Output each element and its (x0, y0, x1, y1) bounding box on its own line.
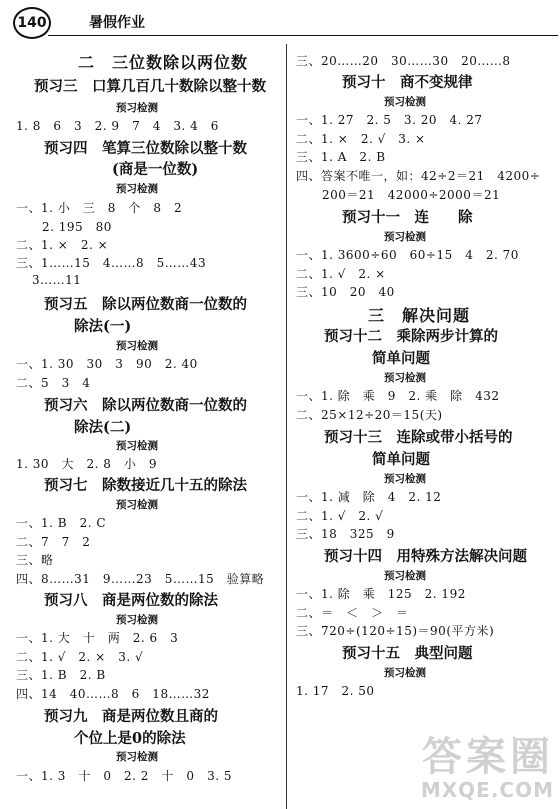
answer-line: 三、1. B 2. B (16, 668, 106, 682)
subheading: 预习检测 (384, 96, 426, 108)
answer-line: 1. 30 大 2. 8 小 9 (16, 457, 158, 471)
column-divider (286, 44, 287, 809)
section-title: 二 三位数除以两位数 (78, 53, 249, 72)
header-rule (48, 35, 558, 36)
lesson-heading: 预习三 口算几百几十数除以整十数 (34, 78, 266, 95)
lesson-heading: 预习五 除以两位数商一位数的 (44, 296, 247, 313)
answer-line: 二、1. × 2. × (16, 238, 109, 252)
answer-line: 四、14 40……8 6 18……32 (16, 687, 210, 701)
answer-line: 三、1. A 2. B (296, 150, 386, 164)
lesson-heading: 除法(一) (74, 318, 132, 335)
subheading: 预习检测 (384, 372, 426, 384)
lesson-heading: 预习十三 连除或带小括号的 (324, 429, 513, 446)
answer-line: 四、答案不唯一，如：42÷2＝21 4200÷ (296, 169, 541, 183)
page-header (0, 0, 560, 42)
lesson-heading: 预习七 除数接近几十五的除法 (44, 477, 247, 494)
answer-line: 二、1. √ 2. × 3. √ (16, 650, 144, 664)
lesson-heading: 预习六 除以两位数商一位数的 (44, 397, 247, 414)
answer-line: 一、1. B 2. C (16, 516, 107, 530)
header-title: 暑假作业 (89, 15, 145, 31)
lesson-heading: 预习十一 连 除 (342, 209, 473, 226)
answer-line: 三、1……15 4……8 5……43 (16, 256, 207, 270)
subheading: 预习检测 (384, 473, 426, 485)
answer-line: 2. 195 80 (42, 220, 112, 234)
answer-line: 一、1. 3600÷60 60÷15 4 2. 70 (296, 248, 519, 262)
answer-line: 二、1. √ 2. √ (296, 509, 384, 523)
answer-line: 一、1. 3 十 0 2. 2 十 0 3. 5 (16, 769, 232, 783)
answer-line: 三、18 325 9 (296, 527, 395, 541)
answer-line: 三、10 20 40 (296, 285, 395, 299)
answer-line: 二、7 7 2 (16, 535, 91, 549)
subheading: 预习检测 (116, 614, 158, 626)
answer-line: 三、略 (16, 553, 54, 567)
lesson-heading: 预习四 笔算三位数除以整十数 (44, 140, 247, 157)
answer-line: 四、8……31 9……23 5……15 验算略 (16, 572, 265, 586)
subheading: 预习检测 (116, 340, 158, 352)
subheading: 预习检测 (116, 440, 158, 452)
lesson-heading: (商是一位数) (112, 161, 199, 178)
answer-line: 一、1. 大 十 两 2. 6 3 (16, 631, 179, 645)
answer-line: 二、1. √ 2. × (296, 267, 386, 281)
answer-line: 一、1. 减 除 4 2. 12 (296, 490, 442, 504)
answer-line: 一、1. 除 乘 9 2. 乘 除 432 (296, 389, 500, 403)
lesson-heading: 预习十 商不变规律 (342, 74, 473, 91)
answer-line: 三、20……20 30……30 20……8 (296, 54, 511, 68)
lesson-heading: 简单问题 (372, 451, 430, 468)
lesson-heading: 预习十四 用特殊方法解决问题 (324, 548, 527, 565)
subheading: 预习检测 (384, 570, 426, 582)
answer-line: 1. 8 6 3 2. 9 7 4 3. 4 6 (16, 119, 219, 133)
lesson-heading: 简单问题 (372, 350, 430, 367)
lesson-heading: 个位上是0的除法 (74, 730, 186, 747)
answer-line: 二、＝ ＜ ＞ ＝ (296, 606, 409, 620)
subheading: 预习检测 (384, 667, 426, 679)
lesson-heading: 预习十二 乘除两步计算的 (324, 328, 498, 345)
answer-line: 一、1. 27 2. 5 3. 20 4. 27 (296, 113, 483, 127)
answer-line: 1. 17 2. 50 (296, 684, 375, 698)
lesson-heading: 预习八 商是两位数的除法 (44, 592, 218, 609)
answer-line: 一、1. 除 乘 125 2. 192 (296, 587, 466, 601)
subheading: 预习检测 (116, 102, 158, 114)
answer-line: 二、1. × 2. √ 3. × (296, 132, 426, 146)
subheading: 预习检测 (116, 183, 158, 195)
lesson-heading: 预习十五 典型问题 (342, 645, 473, 662)
lesson-heading: 预习九 商是两位数且商的 (44, 708, 218, 725)
section-title: 三 解决问题 (368, 306, 471, 325)
watermark-domain: MXQE.COM (420, 778, 554, 802)
answer-line: 二、5 3 4 (16, 376, 91, 390)
watermark-logo-text: 答案圈 (422, 734, 554, 780)
lesson-heading: 除法(二) (74, 419, 132, 436)
subheading: 预习检测 (384, 231, 426, 243)
subheading: 预习检测 (116, 751, 158, 763)
answer-line: 二、25×12÷20＝15(天) (296, 408, 443, 422)
answer-line: 200＝21 42000÷2000＝21 (322, 188, 501, 202)
answer-line: 一、1. 小 三 8 个 8 2 (16, 201, 183, 215)
answer-line: 一、1. 30 30 3 90 2. 40 (16, 357, 198, 371)
subheading: 预习检测 (116, 499, 158, 511)
answer-line: 三、720÷(120÷15)＝90(平方米) (296, 624, 495, 638)
site-watermark (386, 735, 554, 805)
page-number: 140 (13, 7, 51, 39)
answer-line: 3……11 (32, 273, 82, 287)
